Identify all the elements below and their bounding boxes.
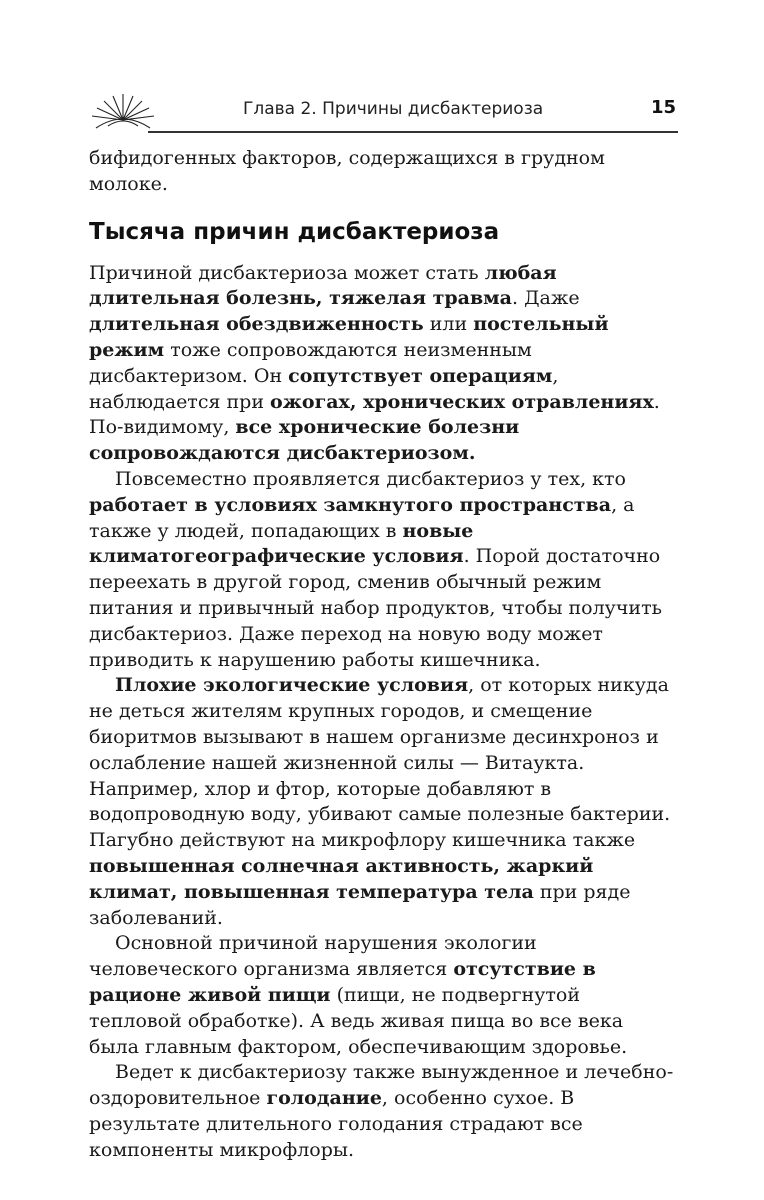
text-run: Ведет к дисбактериозу также вынужденное и лечебно-оздоровительное [89,1061,674,1110]
paragraph-3 [89,673,677,931]
bold-phrase: работает в условиях замкнутого пространства [89,493,612,516]
text-run: . По-видимому, [89,390,660,439]
page-body [89,146,677,1163]
header-rule [148,131,678,133]
bold-phrase: ожогах, хронических отравлениях [270,390,654,413]
bold-phrase: все хронические болезни сопровождаются дисбактериозом. [89,416,520,465]
text-run: Причиной дисбактериоза может стать [89,261,485,284]
text-run: . Даже [512,287,580,310]
paragraph-1 [89,261,677,467]
text-run: . Порой достаточно переехать в другой город, сменив обычный режим питания и привычный набор продуктов, чтобы получить дисбактериоз. Даже переход на новую воду может приводить к нарушению работы кишечника. [89,545,662,671]
text-run: , наблюдается при [89,364,559,413]
bold-phrase: голодание [266,1087,382,1110]
bold-phrase: повышенная солнечная активность, жаркий климат, повышенная температура тела [89,854,594,903]
bold-phrase: Плохие экологические условия [115,674,469,697]
sun-ornament-icon [88,90,158,130]
paragraph-5 [89,1060,677,1163]
text-run: тоже сопровождаются неизменным дисбактеризом. Он [89,338,532,387]
bold-phrase: постельный режим [89,313,609,361]
text-run: Основной причиной нарушения экологии человеческого организма является [89,932,537,981]
page-number: 15 [650,97,676,118]
section-title: Тысяча причин дисбактериоза [89,218,500,245]
text-run: (пищи, не подвергнутой тепловой обработке). А ведь живая пища во все века была главным фактором, обеспечивающим здоровье. [89,983,628,1058]
running-header [88,84,678,140]
bold-phrase: любая длительная болезнь, тяжелая травма [89,261,557,310]
text-run: или [423,313,474,336]
text-run: , а также у людей, попадающих в [89,493,635,542]
chapter-title: Глава 2. Причины дисбактериоза [243,99,544,119]
bold-phrase: длительная обездвиженность [89,313,424,336]
bold-phrase: новые климатогеографические условия [89,519,474,568]
paragraph-4 [89,931,677,1060]
bold-phrase: сопутствует операциям [288,364,553,387]
paragraph-2 [89,467,677,673]
bold-phrase: отсутствие в рационе живой пищи [89,958,596,1006]
text-run: , от которых никуда не деться жителям крупных городов, и смещение биоритмов вызывают в нашем организме десинхроноз и ослабление нашей жизненной силы — Витаукта. Например, хлор и фтор, которые добавляют в водопроводную воду, убивают самые полезные бактерии. Пагубно действуют на микрофлору кишечника также [89,674,671,852]
text-run: при ряде заболеваний. [89,880,631,929]
text-run: , особенно сухое. В результате длительного голодания страдают все компоненты микрофлоры. [89,1087,583,1161]
text-run: Повсеместно проявляется дисбактериоз у тех, кто [115,467,626,490]
intro-fragment: бифидогенных факторов, содержащихся в грудном молоке. [89,147,605,195]
